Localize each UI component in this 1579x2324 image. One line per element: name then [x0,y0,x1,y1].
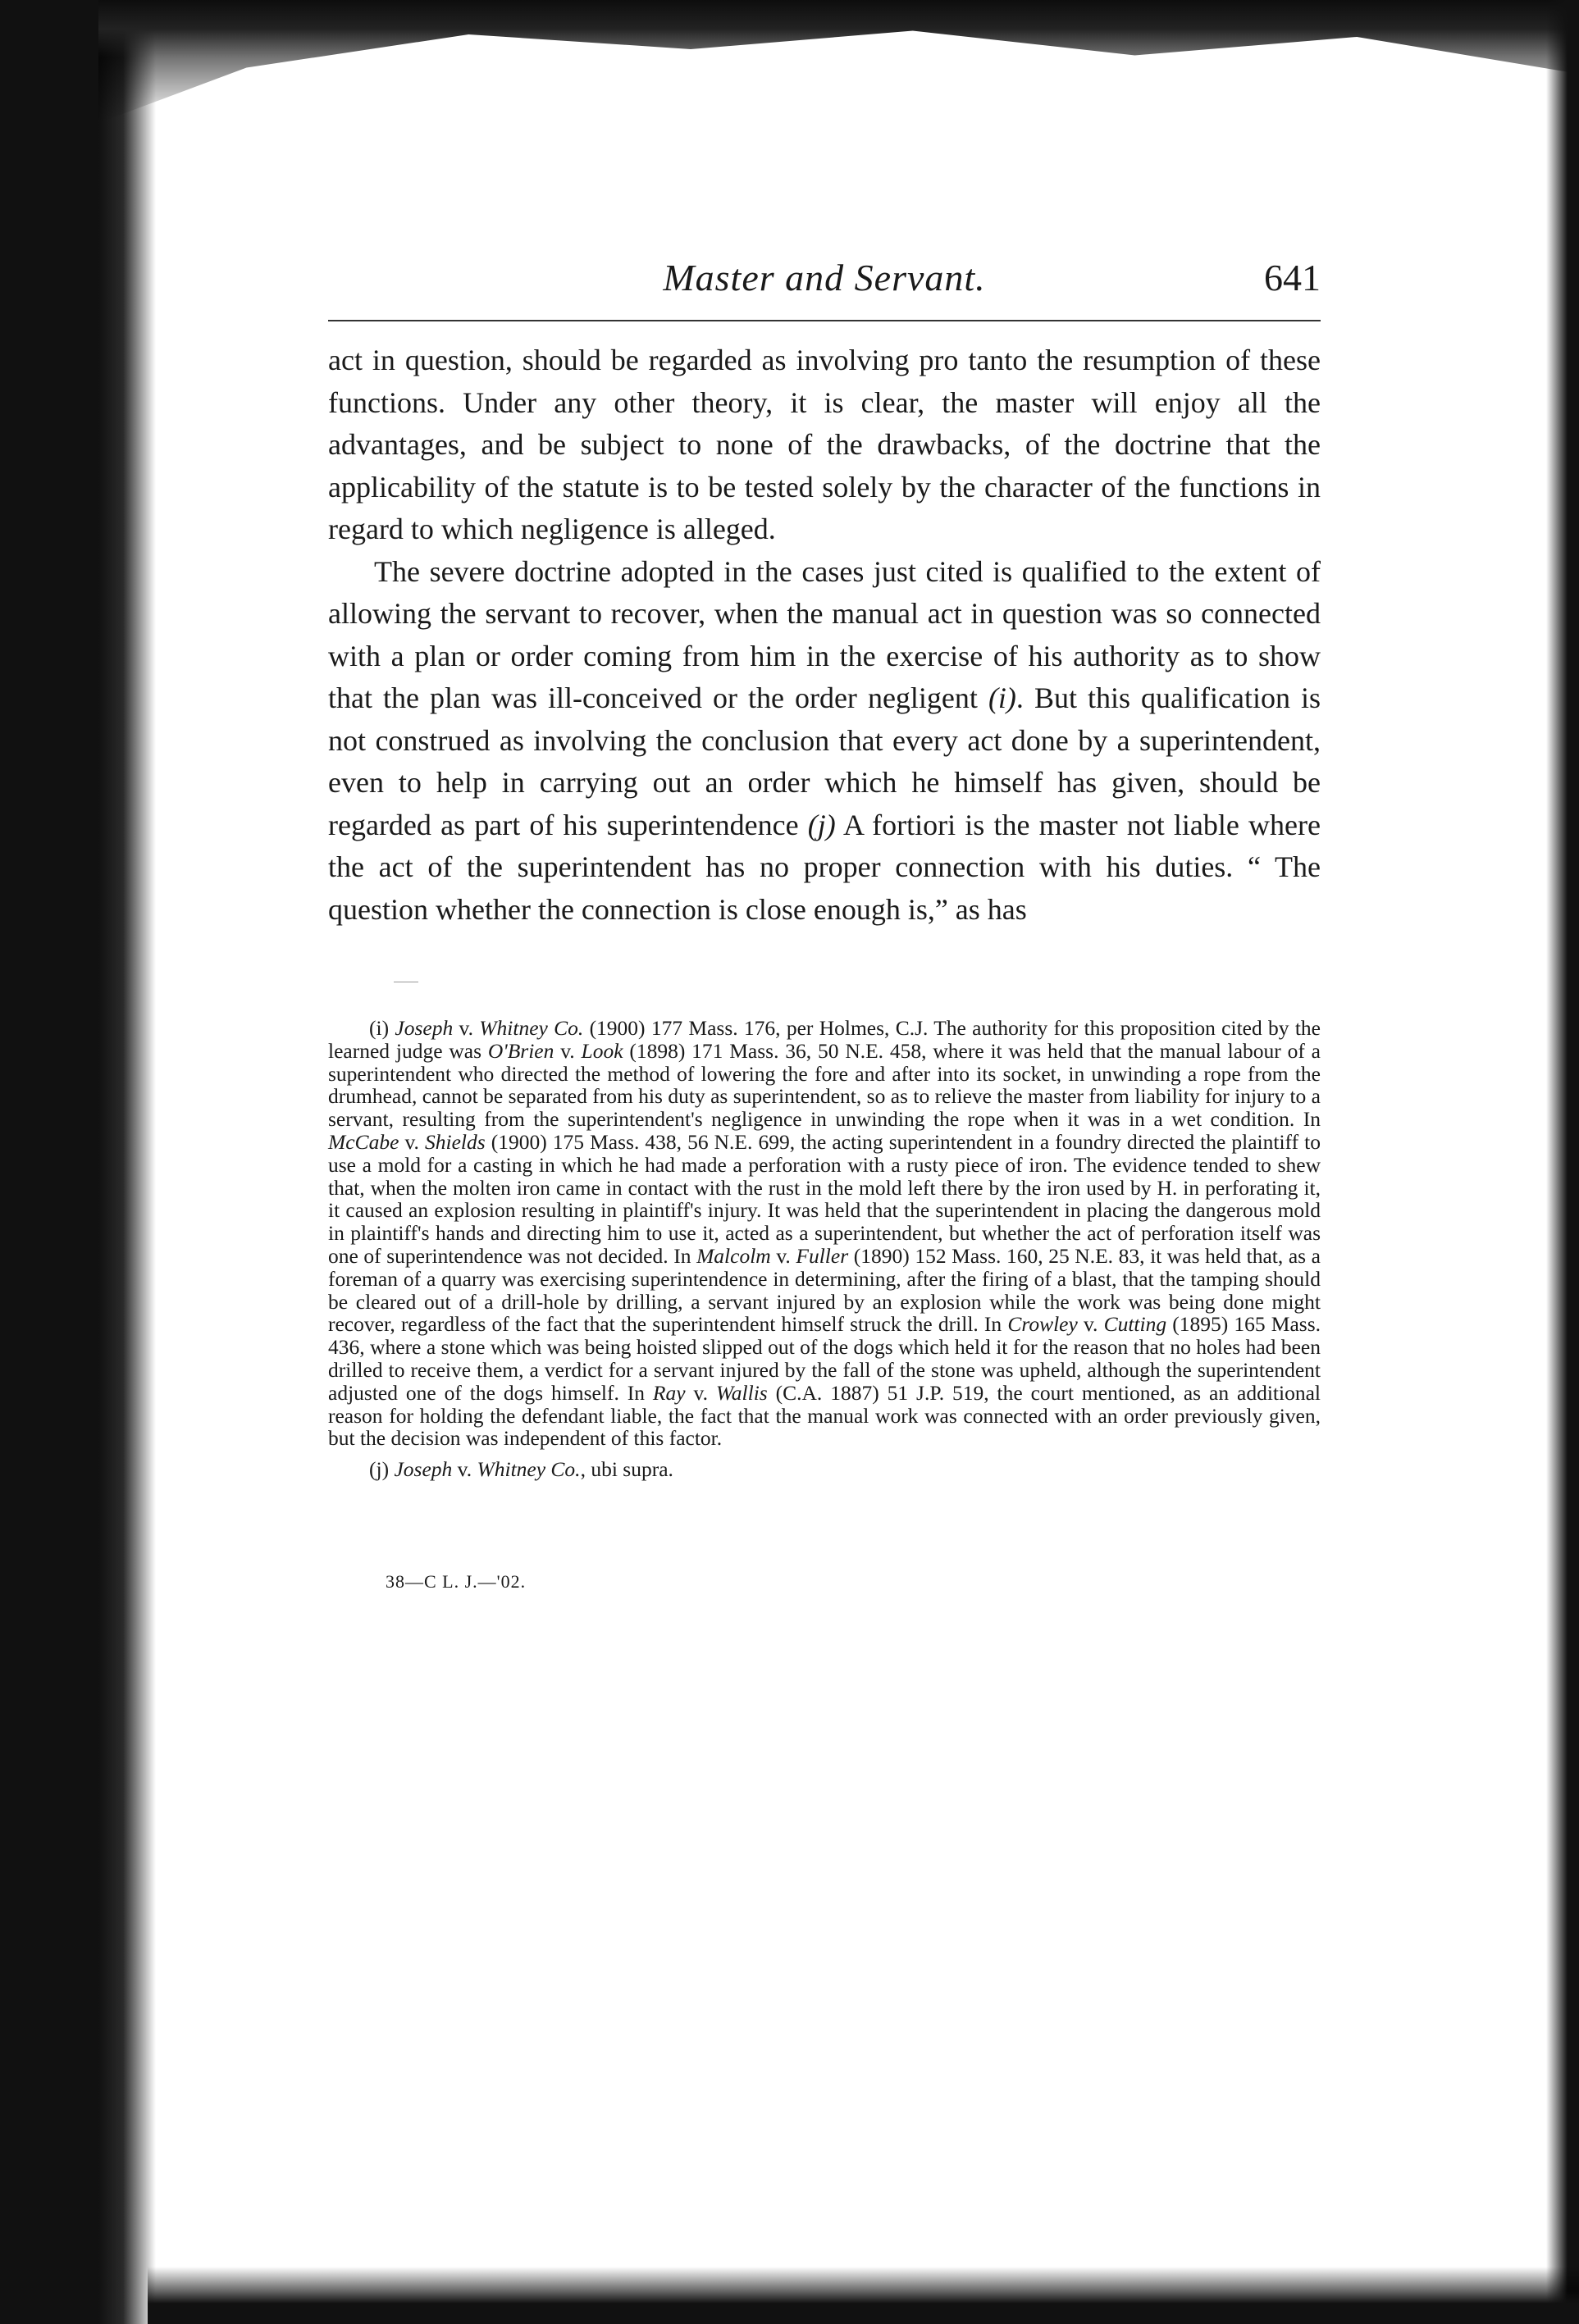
footnote-text: , ubi supra. [580,1457,673,1482]
footnote-ref-i: (i) [988,681,1016,714]
case-name: Crowley [1007,1312,1078,1337]
case-connector: v. [1077,1312,1104,1337]
running-title: Master and Servant. [663,257,986,298]
footnote-text: (1895) 165 Mass. 436, where a stone which was being hoisted slipped out of the dogs which held it for the reason that no holes had been drilled to receive them, a verdict for a servant injured by the fall of the stone was upheld, although the superintendent adjusted one of the dogs himself. In [328,1312,1321,1405]
book-page [328,246,1321,1593]
footnote-mark: (i) [369,1016,390,1040]
case-connector: v. [399,1129,425,1154]
case-name: Whitney Co. [477,1457,581,1482]
footnote-text: (1890) 152 Mass. 160, 25 N.E. 83, it was held that, as a foreman of a quarry was exercising superintendence in determining, after the firing of a blast, that the tamping should be cleared out of a drill-hole by drilling, a servant injured by an explosion while the work was being done might recover, regardless of the fact that the superintendent himself struck the drill. In [328,1243,1321,1337]
paragraph-2-part-b: . But this qualification is not construed as involving the conclusion that every act done by a superintendent, even to help in carrying out an order which he himself has given, should be regarded as part of his superintendence [328,681,1321,841]
case-connector: v. [452,1457,477,1482]
footnote-text: (1900) 177 Mass. 176, per Holmes, C.J. The authority for this proposition cited by the learned judge was [328,1016,1321,1063]
case-name: Shields [425,1129,486,1154]
scan-bottom-edge [148,2267,1579,2324]
case-connector: v. [453,1016,480,1040]
case-name: Whitney Co. [479,1016,584,1040]
footnote-text: (1900) 175 Mass. 438, 56 N.E. 699, the acting superintendent in a foundry directed the plaintiff to use a mold for a casting in which he had made a perforation with a rusty piece of iron. The evidence tended to shew that, when the molten iron came in contact with the rust in the mold left there by the iron used by H. in perforating it, it caused an explosion resulting in plaintiff's injury. It was held that the superintendent in placing the dangerous mold in plaintiff's hands and directing him to use it, acted as a superintendent, but whether the act of perforation itself was one of superintendence was not decided. In [328,1129,1321,1268]
scan-binding-shadow [0,0,156,2324]
paragraph-2 [328,551,1321,932]
paragraph-1: act in question, should be regarded as involving pro tanto the resumption of these functions. Under any other theory, it is clear, the master will enjoy all the advantages, and be subject to none of the drawbacks, of the doctrine that the applicability of the statute is to be tested solely by the character of the functions in regard to which negligence is alleged. [328,344,1321,545]
case-name: Joseph [395,1016,454,1040]
footnote-ref-j: (j) [807,808,836,841]
case-name: Look [581,1038,623,1063]
case-name: Wallis [715,1380,768,1405]
case-connector: v. [770,1243,796,1268]
footnote-j [328,1458,1321,1481]
paragraph-2-part-c: A fortiori is the master not liable where the act of the superintendent has no proper connection with his duties. “ The question whether the connection is close enough is,” as has [328,808,1321,926]
case-name: Ray [652,1380,686,1405]
page-header [328,246,1321,321]
footnotes [328,1017,1321,1481]
scan-right-edge [1546,0,1579,2324]
page-number: 641 [1264,257,1321,298]
case-name: Malcolm [696,1243,771,1268]
scan-top-edge [98,0,1579,123]
footnote-text: (C.A. 1887) 51 J.P. 519, the court mentioned, as an additional reason for holding the defendant liable, the fact that the manual work was connected with an order previously given, but the decision was independent of this factor. [328,1380,1321,1451]
paragraph-2-part-a: The severe doctrine adopted in the cases just cited is qualified to the extent of allowing the servant to recover, when the manual act in question was so connected with a plan or order coming from him in the exercise of his authority as to show that the plan was ill-conceived or the order negligent [328,554,1321,714]
case-connector: v. [554,1038,582,1063]
case-name: Fuller [796,1243,849,1268]
footnote-text: (1898) 171 Mass. 36, 50 N.E. 458, where it was held that the manual labour of a superintendent who directed the method of lowering the fore and after into its socket, in unwinding a rope from the drumhead, cannot be separated from his duty as superintendent, so as to relieve the master from liability for injury to a servant, resulting from the superintendent's negligence in unwinding the rope when it was in a wet condition. In [328,1038,1321,1132]
case-name: Joseph [394,1457,453,1482]
case-name: McCabe [328,1129,399,1154]
case-name: Cutting [1103,1312,1167,1337]
body-text [328,339,1321,931]
case-connector: v. [685,1380,716,1405]
footnote-mark: (j) [369,1457,390,1482]
footnote-i [328,1017,1321,1450]
case-name: O'Brien [487,1038,554,1063]
printer-signature: 38—C L. J.—'02. [386,1570,527,1592]
